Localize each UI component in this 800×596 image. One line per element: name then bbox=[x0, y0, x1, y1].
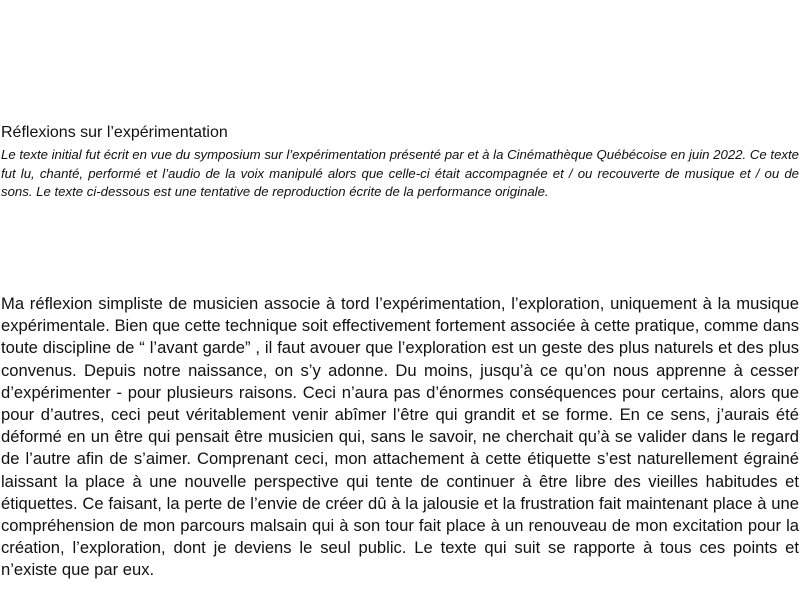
body-paragraph: Ma réflexion simpliste de musicien associe à tord l’expérimentation, l’exploration, uniquement à la musique expérimentale. Bien que cette technique soit effectivement fortement associée à cette pratique, comme dans toute discipline de “ l’avant garde” , il faut avouer que l’exploration est un geste des plus naturels et des plus convenus. Depuis notre naissance, on s’y adonne. Du moins, jusqu’à ce qu’on nous apprenne à cesser d’expérimenter - pour plusieurs raisons. Ceci n’aura pas d’énormes conséquences pour certains, alors que pour d’autres, ceci peut véritablement venir abîmer l’être qui grandit et se forme. En ce sens, j’aurais été déformé en un être qui pensait être musicien qui, sans le savoir, ne cherchait qu’à se valider dans le regard de l’autre afin de s’aimer. Comprenant ceci, mon attachement à cette étiquette s’est naturellement égrainé laissant la place à une nouvelle perspective qui tente de continuer à être libre des vieilles habitudes et étiquettes. Ce faisant, la perte de l’envie de créer dû à la jalousie et la frustration fait maintenant place à une compréhension de mon parcours malsain qui à son tour fait place à un renouveau de mon excitation pour la création, l’exploration, dont je deviens le seul public. Le texte qui suit se rapporte à tous ces points et n’existe que par eux. bbox=[1, 294, 799, 580]
document-title: Réflexions sur l’expérimentation bbox=[1, 124, 228, 141]
intro-paragraph: Le texte initial fut écrit en vue du symposium sur l’expérimentation présenté par et à la Cinémathèque Québécoise en juin 2022. Ce texte fut lu, chanté, performé et l’audio de la voix manipulé alors que celle-ci était accompagnée et / ou recouverte de musique et / ou de sons. Le texte ci-dessous est une tentative de reproduction écrite de la performance originale. bbox=[1, 147, 799, 199]
